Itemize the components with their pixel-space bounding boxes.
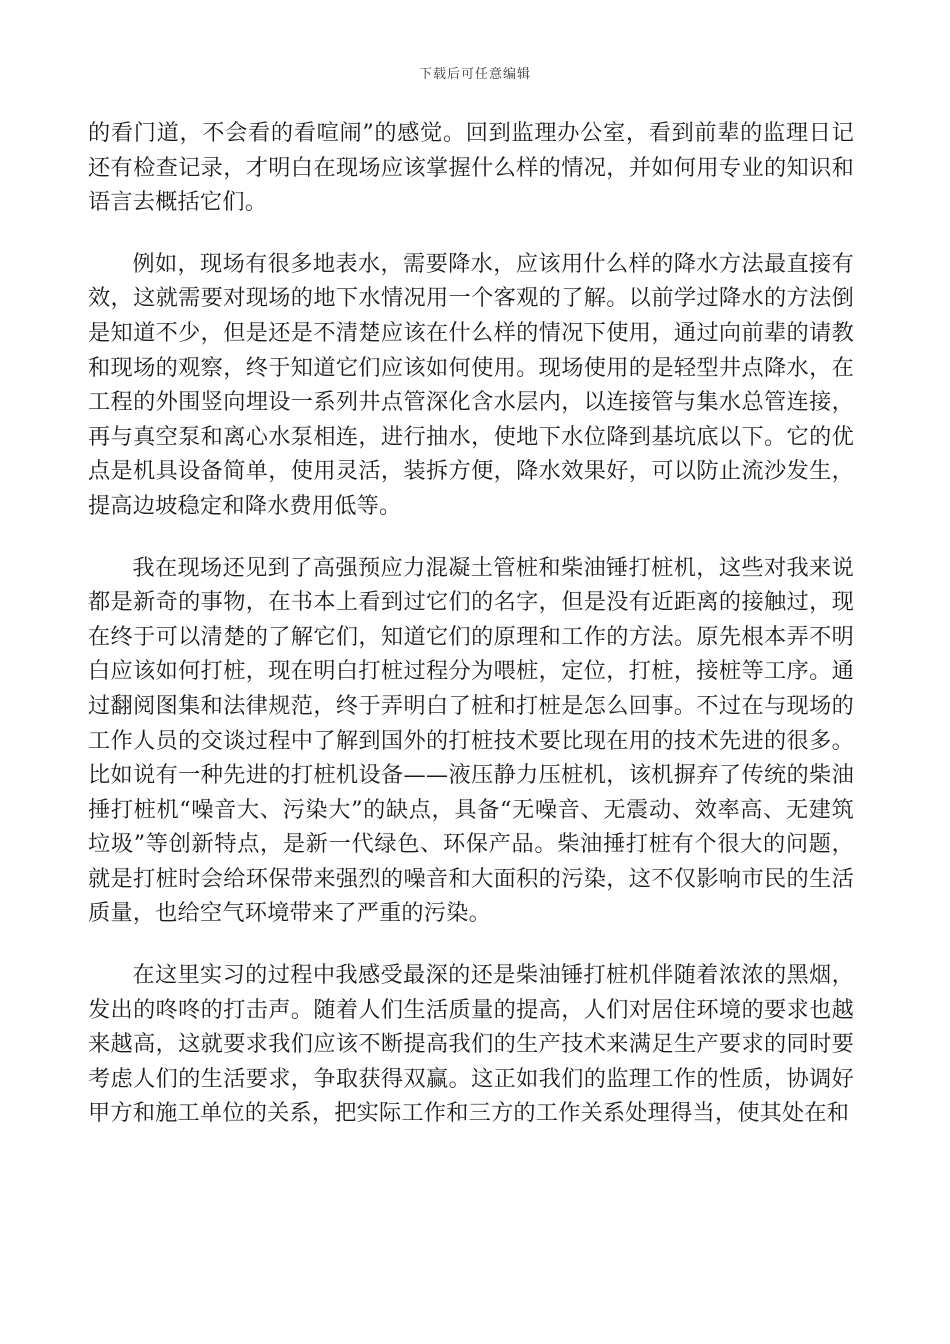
- paragraph-reflection: 在这里实习的过程中我感受最深的还是柴油锤打桩机伴随着浓浓的黑烟，发出的咚咚的打击声。随着人们生活质量的提高，人们对居住环境的要求也越来越高，这就要求我们应该不断提高我们的生产技术来满足生产要求的同时要考虑人们的生活要求，争取获得双赢。这正如我们的监理工作的性质，协调好甲方和施工单位的关系，把实际工作和三方的工作关系处理得当，使其处在和: [88, 962, 854, 1127]
- document-body: [88, 116, 854, 1158]
- page-header: 下载后可任意编辑: [418, 67, 531, 82]
- paragraph-dewatering: 例如，现场有很多地表水，需要降水，应该用什么样的降水方法最直接有效，这就需要对现场的地下水情况用一个客观的了解。以前学过降水的方法倒是知道不少，但是还是不清楚应该在什么样的情况下使用，通过向前辈的请教和现场的观察，终于知道它们应该如何使用。现场使用的是轻型井点降水，在工程的外围竖向埋设一系列井点管深化含水层内，以连接管与集水总管连接，再与真空泵和离心水泵相连，进行抽水，使地下水位降到基坑底以下。它的优点是机具设备简单，使用灵活，装拆方便，降水效果好，可以防止流沙发生，提高边坡稳定和降水费用低等。: [88, 250, 854, 519]
- paragraph-continued: 的看门道，不会看的看喧闹”的感觉。回到监理办公室，看到前辈的监理日记还有检查记录，才明白在现场应该掌握什么样的情况，并如何用专业的知识和语言去概括它们。: [88, 120, 854, 216]
- paragraph-pile-driving: 我在现场还见到了高强预应力混凝土管桩和柴油锤打桩机，这些对我来说都是新奇的事物，在书本上看到过它们的名字，但是没有近距离的接触过，现在终于可以清楚的了解它们，知道它们的原理和工作的方法。原先根本弄不明白应该如何打桩，现在明白打桩过程分为喂桩，定位，打桩，接桩等工序。通过翻阅图集和法律规范，终于弄明白了桩和打桩是怎么回事。不过在与现场的工作人员的交谈过程中了解到国外的打桩技术要比现在用的技术先进的很多。比如说有一种先进的打桩机设备——液压静力压桩机，该机摒弃了传统的柴油捶打桩机“噪音大、污染大”的缺点，具备“无噪音、无震动、效率高、无建筑垃圾”等创新特点，是新一代绿色、环保产品。柴油捶打桩有个很大的问题，就是打桩时会给环保带来强烈的噪音和大面积的污染，这不仅影响市民的生活质量，也给空气环境带来了严重的污染。: [88, 554, 854, 927]
